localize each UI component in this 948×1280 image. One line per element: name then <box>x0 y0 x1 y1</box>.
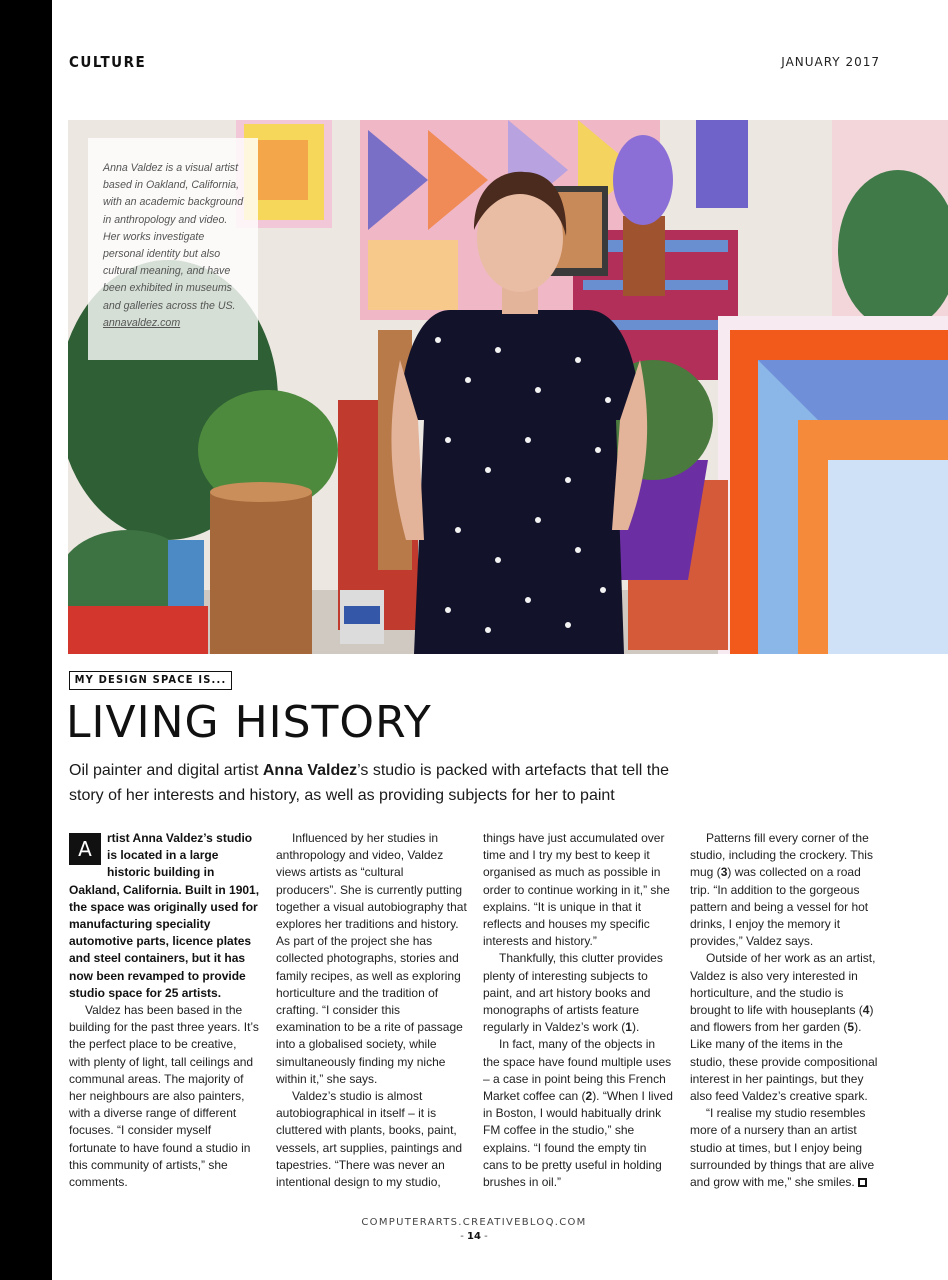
end-mark-icon <box>858 1178 867 1187</box>
body-text: ). Like many of the items in the studio, these provide compositional interest in her paintings, but they also feed Valdez’s creative spark. <box>690 1020 878 1104</box>
issue-date: JANUARY 2017 <box>781 55 880 69</box>
lead-paragraph <box>69 830 260 1002</box>
page-number <box>0 1231 948 1242</box>
standfirst <box>69 758 689 808</box>
page-number-value: 14 <box>467 1231 481 1242</box>
body-text: Thankfully, this clutter provides plenty of interesting subjects to paint, and art history books and monographs of artists feature regularly in Valdez’s work ( <box>483 951 663 1035</box>
photo-caption <box>88 138 258 360</box>
figure-ref-1: 1 <box>625 1020 632 1035</box>
left-edge-bar <box>0 0 52 1280</box>
body-paragraph <box>690 830 881 950</box>
headline: LIVING HISTORY <box>66 697 432 748</box>
lead-text: rtist Anna Valdez’s studio is located in a large historic building in Oakland, California. Built in 1901, the space was originally used for manufacturing speciality automotive parts, licence plates and steel containers, but it has now been revamped to provide studio space for 25 artists. <box>69 831 260 1000</box>
body-paragraph <box>690 950 881 1105</box>
standfirst-before: Oil painter and digital artist <box>69 762 263 779</box>
body-column-2 <box>276 830 467 1191</box>
kicker-label: MY DESIGN SPACE IS... <box>69 671 232 690</box>
drop-cap: A <box>69 833 101 865</box>
figure-ref-2: 2 <box>585 1089 593 1104</box>
figure-ref-3: 3 <box>720 865 728 880</box>
caption-link[interactable]: annavaldez.com <box>103 316 181 329</box>
body-paragraph: Influenced by her studies in anthropology and video, Valdez views artists as “cultural producers”. She is currently putting together a visual autobiography that explores her traditions and history. As part of the project she has collected photographs, stories and family recipes, as well as exploring horticulture and the tradition of crafting. “I consider this examination to be a rite of passage into a globalised society, while simultaneously finding my niche within it,” she says. <box>276 831 467 1086</box>
figure-ref-5: 5 <box>847 1020 855 1035</box>
body-column-1 <box>69 830 260 1191</box>
page-number-suffix: - <box>480 1231 488 1242</box>
body-column-4 <box>690 830 881 1191</box>
body-column-3 <box>483 830 674 1191</box>
body-paragraph: Valdez’s studio is almost autobiographical in itself – it is cluttered with plants, books, paint, vessels, art supplies, paintings and tapestries. “There was never an intentional design to my studio, <box>276 1089 463 1190</box>
body-paragraph: Valdez has been based in the building for the past three years. It’s the perfect place to be creative, with plenty of light, tall ceilings and communal areas. The majority of her neighbours are also painters, with a diverse range of different focuses. “I consider myself fortunate to have found a studio in this community of artists,” she comments. <box>69 1003 259 1190</box>
body-text: Patterns fill every corner of the studio, including the crockery. This mug ( <box>690 831 873 880</box>
standfirst-name: Anna Valdez <box>262 762 358 779</box>
body-text: ) was collected on a road trip. “In addition to the gorgeous pattern and being a vessel for hot drinks, I enjoy the memory it provides,” Valdez says. <box>690 865 869 949</box>
body-text: Outside of her work as an artist, Valdez is also very interested in horticulture, and the studio is brought to life with houseplants ( <box>690 951 876 1018</box>
body-text: ). <box>631 1020 640 1035</box>
body-text: ) and flowers from her garden ( <box>690 1003 874 1035</box>
body-paragraph <box>483 1036 674 1191</box>
standfirst-after: ’s studio is packed with artefacts that tell the story of her interests and history, as well as providing subjects for her to paint <box>69 762 669 804</box>
caption-text: Anna Valdez is a visual artist based in Oakland, California, with an academic background in anthropology and video. Her works investigate personal identity but also cultural meaning, and have been exhibited in museums and galleries across the US. <box>103 162 244 312</box>
page-number-prefix: - <box>460 1231 468 1242</box>
body-paragraph: things have just accumulated over time and I try my best to keep it organised as much as possible in order to continue working in it,” she explains. “It is unique in that it reflects and houses my specific interests and history.” <box>483 831 670 949</box>
figure-ref-4: 4 <box>862 1003 870 1018</box>
body-text: In fact, many of the objects in the space have found multiple uses – a case in point being this French Market coffee can ( <box>483 1037 672 1104</box>
body-paragraph <box>483 950 674 1036</box>
body-text: ). “When I lived in Boston, I would habitually drink FM coffee in the studio,” she explains. “I found the empty tin cans to be pretty useful in holding brushes in oil.” <box>483 1089 673 1190</box>
body-text: “I realise my studio resembles more of a nursery than an artist studio at times, but I enjoy being surrounded by things that are alive and grow with me,” she smiles. <box>690 1106 875 1190</box>
body-paragraph <box>690 1105 881 1191</box>
section-label: CULTURE <box>69 53 147 71</box>
footer-url: COMPUTERARTS.CREATIVEBLOQ.COM <box>361 1217 587 1228</box>
